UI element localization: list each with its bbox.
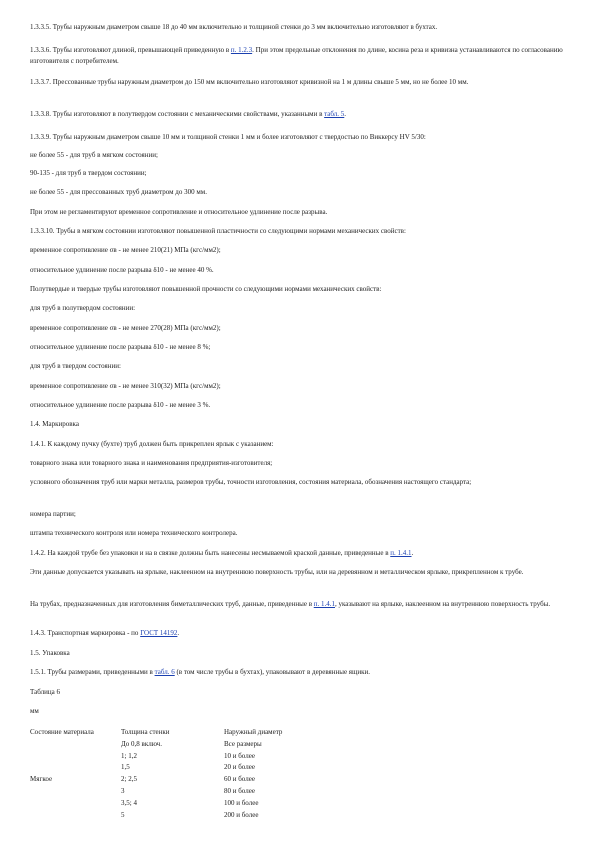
paragraph-1-3-3-6: 1.3.3.6. Трубы изготовляют длиной, превышающей приведенную в п. 1.2.3. При этом предельные отклонения по длине, косина реза и кривизна устанавливаются по согласованию изготовителя с потребителем. bbox=[30, 46, 563, 65]
paragraph-1-4-3: 1.4.3. Транспортная маркировка - по ГОСТ 14192. bbox=[30, 629, 180, 637]
table-cell: 100 и более bbox=[224, 798, 259, 807]
table-cell: 3 bbox=[121, 786, 125, 795]
paragraph-hard-heading: для труб в твердом состоянии: bbox=[30, 362, 121, 370]
table-header-row bbox=[30, 727, 450, 739]
paragraph-1-3-3-5: 1.3.3.5. Трубы наружным диаметром свыше 18 до 40 мм включительно и толщиной стенки до 3 мм включительно изготовляют в бухтах. bbox=[30, 23, 438, 31]
paragraph-1-3-3-7: 1.3.3.7. Прессованные трубы наружным диаметром до 150 мм включительно изготовляют кривизной на 1 м длины свыше 5 мм, но не более 10 мм. bbox=[30, 78, 469, 86]
paragraph-hard-elongation: относительное удлинение после разрыва δ10 - не менее 3 %. bbox=[30, 401, 211, 409]
link-table-5[interactable]: табл. 5 bbox=[324, 110, 345, 118]
paragraph-1-3-3-8: 1.3.3.8. Трубы изготовляют в полутвердом состоянии с механическими свойствами, указанными в табл. 5. bbox=[30, 110, 347, 118]
paragraph-1-3-3-10: 1.3.3.10. Трубы в мягком состоянии изготовляют повышенной пластичности со следующими нормами механических свойств: bbox=[30, 227, 406, 235]
table-cell: 200 и более bbox=[224, 810, 259, 819]
table-cell: 10 и более bbox=[224, 751, 255, 760]
table-row bbox=[30, 762, 450, 774]
link-gost-14192[interactable]: ГОСТ 14192 bbox=[140, 629, 178, 637]
table-cell: 1; 1,2 bbox=[121, 751, 137, 760]
paragraph-bimetal: На трубах, предназначенных для изготовления биметаллических труб, данные, приведенные в п. 1.4.1, указывают на ярлыке, наклеенном на внутреннюю поверхность трубы. bbox=[30, 600, 551, 608]
paragraph-1-4-1: 1.4.1. К каждому пучку (бухте) труб должен быть прикреплен ярлык с указанием: bbox=[30, 440, 274, 448]
table-units: мм bbox=[30, 707, 39, 715]
link-p-1-4-1-b[interactable]: п. 1.4.1 bbox=[313, 600, 335, 608]
table-row bbox=[30, 774, 450, 786]
paragraph-semihard-heading: для труб в полутвердом состоянии: bbox=[30, 304, 136, 312]
table-cell: 1,5 bbox=[121, 763, 130, 772]
paragraph-designation: условного обозначения труб или марки металла, размеров трубы, точности изготовления, состояния материала, обозначения настоящего стандарта; bbox=[30, 478, 472, 486]
paragraph-trademark: товарного знака или товарного знака и наименования предприятия-изготовителя; bbox=[30, 459, 273, 467]
table-cell: 60 и более bbox=[224, 775, 255, 784]
paragraph-soft-elongation: относительное удлинение после разрыва δ10 - не менее 40 %. bbox=[30, 266, 214, 274]
paragraph-semihard-strength: временное сопротивление σв - не менее 270(28) МПа (кгс/мм2); bbox=[30, 324, 221, 332]
paragraph-label-option: Эти данные допускается указывать на ярлыке, наклеенном на внутреннюю поверхность трубы, или на деревянном и металлическом ярлыке, прикрепленном к трубе. bbox=[30, 568, 524, 576]
table-row bbox=[30, 810, 450, 822]
paragraph-stamp: штампа технического контроля или номера технического контролера. bbox=[30, 529, 238, 537]
paragraph-semihard-elongation: относительное удлинение после разрыва δ10 - не менее 8 %; bbox=[30, 343, 211, 351]
table-row bbox=[30, 751, 450, 763]
paragraph-not-regulated: При этом не регламентируют временное сопротивление и относительное удлинение после разрыва. bbox=[30, 208, 328, 216]
table-cell: 3,5; 4 bbox=[121, 798, 137, 807]
section-heading-packaging: 1.5. Упаковка bbox=[30, 649, 70, 657]
link-table-6[interactable]: табл. 6 bbox=[154, 668, 175, 676]
table-cell: 2; 2,5 bbox=[121, 775, 137, 784]
paragraph-hardness-soft: не более 55 - для труб в мягком состоянии; bbox=[30, 151, 158, 159]
table-cell: 5 bbox=[121, 810, 125, 819]
table-cell: До 0,8 включ. bbox=[121, 739, 162, 748]
table-row bbox=[30, 739, 450, 751]
table-caption: Таблица 6 bbox=[30, 688, 60, 696]
table-cell: Все размеры bbox=[224, 739, 262, 748]
link-p-1-4-1-a[interactable]: п. 1.4.1 bbox=[390, 549, 412, 557]
paragraph-high-strength: Полутвердые и твердые трубы изготовляют повышенной прочности со следующими нормами механических свойств: bbox=[30, 285, 382, 293]
paragraph-1-3-3-9: 1.3.3.9. Трубы наружным диаметром свыше 10 мм и толщиной стенки 1 мм и более изготовляют с твердостью по Виккерсу HV 5/30: bbox=[30, 133, 426, 141]
table-header-cell: Толщина стенки bbox=[121, 728, 170, 736]
table-row bbox=[30, 786, 450, 798]
table-row bbox=[30, 798, 450, 810]
table-header-cell: Наружный диаметр bbox=[224, 728, 283, 736]
paragraph-hardness-hard: 90-135 - для труб в твердом состоянии; bbox=[30, 169, 147, 177]
paragraph-hard-strength: временное сопротивление σв - не менее 310(32) МПа (кгс/мм2); bbox=[30, 382, 221, 390]
paragraph-1-5-1: 1.5.1. Трубы размерами, приведенными в табл. 6 (в том числе трубы в бухтах), упаковывают в деревянные ящики. bbox=[30, 668, 371, 676]
table-cell: 80 и более bbox=[224, 786, 255, 795]
paragraph-soft-strength: временное сопротивление σв - не менее 210(21) МПа (кгс/мм2); bbox=[30, 246, 221, 254]
table-header-cell: Состояние материала bbox=[30, 728, 94, 736]
link-p-1-2-3[interactable]: п. 1.2.3 bbox=[230, 46, 253, 54]
table-6 bbox=[30, 727, 450, 821]
paragraph-batch-number: номера партии; bbox=[30, 510, 76, 518]
table-cell: 20 и более bbox=[224, 763, 255, 772]
section-heading-marking: 1.4. Маркировка bbox=[30, 420, 79, 428]
table-cell: Мягкое bbox=[30, 775, 53, 784]
paragraph-hardness-pressed: не более 55 - для прессованных труб диаметром до 300 мм. bbox=[30, 188, 207, 196]
paragraph-1-4-2: 1.4.2. На каждой трубе без упаковки и на в связке должны быть нанесены несмываемой краской данные, приведенные в п. 1.4.1. bbox=[30, 549, 414, 557]
